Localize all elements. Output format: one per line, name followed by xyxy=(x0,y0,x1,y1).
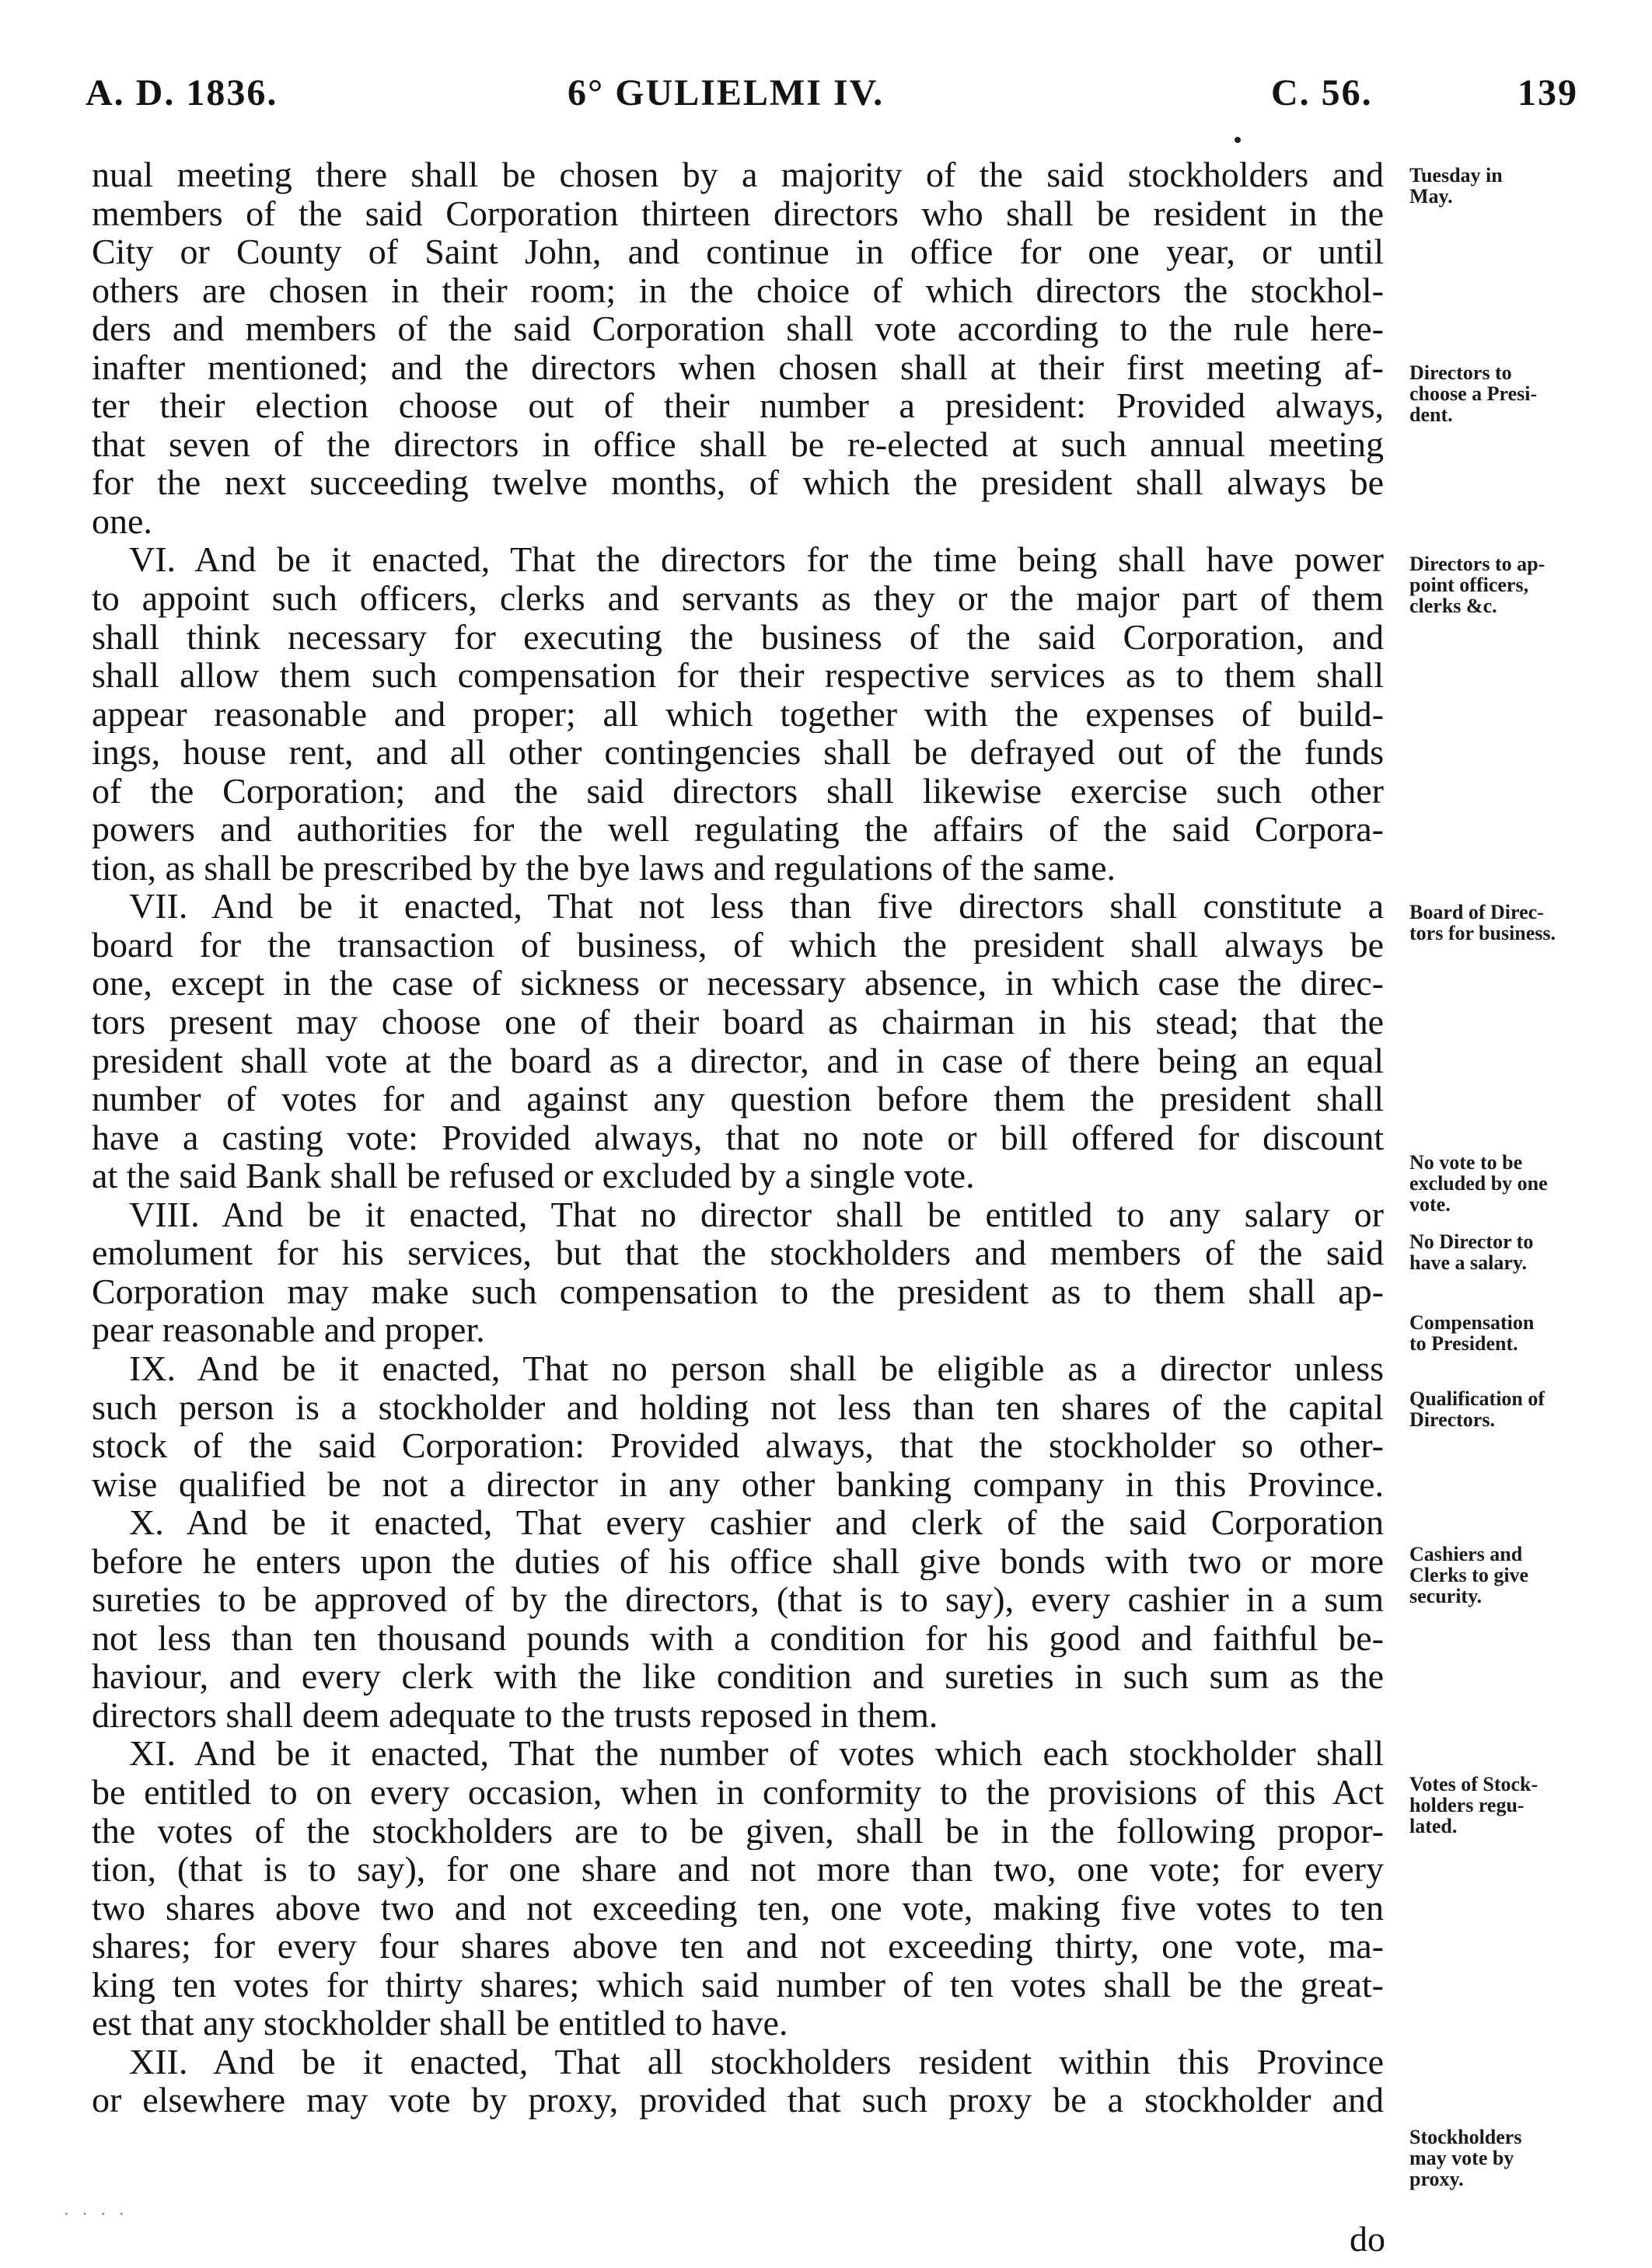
text-line: one. xyxy=(92,501,152,541)
margin-note-no-director-salary: No Director to have a salary. xyxy=(1409,1230,1534,1274)
text-line: of the Corporation; and the said directors shall likewise exercise such other xyxy=(92,771,1384,811)
section-x-start: X. And be it enacted, That every cashier and clerk of the said Corporation xyxy=(129,1503,1384,1542)
text-line: wise qualified be not a director in any other banking company in this Province. xyxy=(92,1464,1384,1504)
text-line: board for the transaction of business, of which the president shall always be xyxy=(92,925,1384,965)
text-line: that seven of the directors in office shall be re-elected at such annual meeting xyxy=(92,424,1384,464)
text-line: such person is a stockholder and holding not less than ten shares of the capital xyxy=(92,1387,1384,1427)
margin-note-cashiers-clerks-security: Cashiers and Clerks to give security. xyxy=(1409,1543,1529,1607)
margin-note-directors-choose-president: Directors to choose a Presi- dent. xyxy=(1409,361,1538,426)
running-header xyxy=(86,72,1578,127)
section-vii-start: VII. And be it enacted, That not less than five directors shall constitute a xyxy=(129,887,1384,926)
header-year: A. D. 1836. xyxy=(86,72,278,113)
text-line: not less than ten thousand pounds with a condition for his good and faithful be- xyxy=(92,1618,1384,1658)
text-line: tion, (that is to say), for one share and not more than two, one vote; for every xyxy=(92,1850,1384,1889)
text-line: shall think necessary for executing the business of the said Corporation, and xyxy=(92,617,1384,657)
text-line: have a casting vote: Provided always, that no note or bill offered for discount xyxy=(92,1118,1384,1157)
margin-note-directors-appoint-officers: Directors to ap- point officers, clerks &c. xyxy=(1409,553,1545,617)
section-xii-start: XII. And be it enacted, That all stockholders resident within this Province xyxy=(129,2042,1384,2081)
section-vi-start: VI. And be it enacted, That the directors for the time being shall have power xyxy=(129,540,1384,580)
text-line: directors shall deem adequate to the trusts reposed in them. xyxy=(92,1695,938,1735)
text-line: to appoint such officers, clerks and servants as they or the major part of them xyxy=(92,579,1384,618)
text-line: king ten votes for thirty shares; which said number of ten votes shall be the great- xyxy=(92,1965,1384,2005)
text-line: be entitled to on every occasion, when in conformity to the provisions of this Act xyxy=(92,1772,1384,1812)
text-line: two shares above two and not exceeding ten, one vote, making five votes to ten xyxy=(92,1888,1384,1928)
text-line: powers and authorities for the well regulating the affairs of the said Corpora- xyxy=(92,810,1384,849)
text-line: pear reasonable and proper. xyxy=(92,1310,485,1349)
paper-specks: · · · · xyxy=(64,2206,129,2223)
text-line: sureties to be approved of by the directors, (that is to say), every cashier in a sum xyxy=(92,1580,1384,1619)
text-line: for the next succeeding twelve months, of which the president shall always be xyxy=(92,463,1384,502)
text-line: emolument for his services, but that the stockholders and members of the said xyxy=(92,1233,1384,1272)
text-line: or elsewhere may vote by proxy, provided that such proxy be a stockholder and xyxy=(92,2081,1384,2120)
text-line: ders and members of the said Corporation shall vote according to the rule here- xyxy=(92,309,1384,348)
text-line: Corporation may make such compensation to the president as to them shall ap- xyxy=(92,1272,1384,1311)
margin-note-qualification-directors: Qualification of Directors. xyxy=(1409,1387,1545,1431)
text-line: tors present may choose one of their board as chairman in his stead; that the xyxy=(92,1003,1384,1042)
section-viii-start: VIII. And be it enacted, That no director shall be entitled to any salary or xyxy=(129,1195,1384,1234)
header-chapter: C. 56. xyxy=(1271,72,1373,113)
text-line: haviour, and every clerk with the like condition and sureties in such sum as the xyxy=(92,1657,1384,1696)
text-line: before he enters upon the duties of his office shall give bonds with two or more xyxy=(92,1541,1384,1581)
text-line: the votes of the stockholders are to be given, shall be in the following propor- xyxy=(92,1811,1384,1851)
text-line: ings, house rent, and all other contingencies shall be defrayed out of the funds xyxy=(92,733,1384,772)
text-line: shares; for every four shares above ten and not exceeding thirty, one vote, ma- xyxy=(92,1927,1384,1966)
text-line: number of votes for and against any question before them the president shall xyxy=(92,1080,1384,1118)
section-ix-start: IX. And be it enacted, That no person shall be eligible as a director unless xyxy=(129,1349,1384,1388)
page-number: 139 xyxy=(1518,72,1578,113)
margin-note-votes-regulated: Votes of Stock- holders regu- lated. xyxy=(1409,1773,1538,1837)
text-line: shall allow them such compensation for their respective services as to them shall xyxy=(92,656,1384,695)
margin-note-no-vote-excluded: No vote to be excluded by one vote. xyxy=(1409,1151,1548,1216)
text-line: est that any stockholder shall be entitled to have. xyxy=(92,2004,788,2043)
text-line: at the said Bank shall be refused or excluded by a single vote. xyxy=(92,1157,975,1195)
text-line: members of the said Corporation thirteen directors who shall be resident in the xyxy=(92,194,1384,233)
text-line: stock of the said Corporation: Provided always, that the stockholder so other- xyxy=(92,1426,1384,1465)
text-line: ter their election choose out of their number a president: Provided always, xyxy=(92,386,1384,425)
text-line: City or County of Saint John, and continue in office for one year, or until xyxy=(92,232,1384,271)
text-line: appear reasonable and proper; all which together with the expenses of build- xyxy=(92,694,1384,734)
text-line: one, except in the case of sickness or necessary absence, in which case the direc- xyxy=(92,964,1384,1003)
margin-note-compensation-president: Compensation to President. xyxy=(1409,1311,1535,1355)
margin-note-tuesday-in-may: Tuesday in May. xyxy=(1409,164,1503,208)
section-xi-start: XI. And be it enacted, That the number of votes which each stockholder shall xyxy=(129,1734,1384,1773)
statute-body xyxy=(92,155,1384,2120)
text-line: nual meeting there shall be chosen by a majority of the said stockholders and xyxy=(92,155,1384,194)
catchword: do xyxy=(1350,2219,1385,2259)
text-line: others are chosen in their room; in the choice of which directors the stockhol- xyxy=(92,270,1384,310)
printer-dot xyxy=(1235,137,1241,143)
text-line: inafter mentioned; and the directors when chosen shall at their first meeting af- xyxy=(92,347,1384,387)
margin-note-stockholders-proxy: Stockholders may vote by proxy. xyxy=(1409,2126,1522,2190)
text-line: tion, as shall be prescribed by the bye laws and regulations of the same. xyxy=(92,848,1116,888)
header-regnal-year: 6° GULIELMI IV. xyxy=(568,72,885,113)
text-line: president shall vote at the board as a director, and in case of there being an equal xyxy=(92,1041,1384,1080)
margin-note-board-of-directors: Board of Direc- tors for business. xyxy=(1409,901,1556,944)
